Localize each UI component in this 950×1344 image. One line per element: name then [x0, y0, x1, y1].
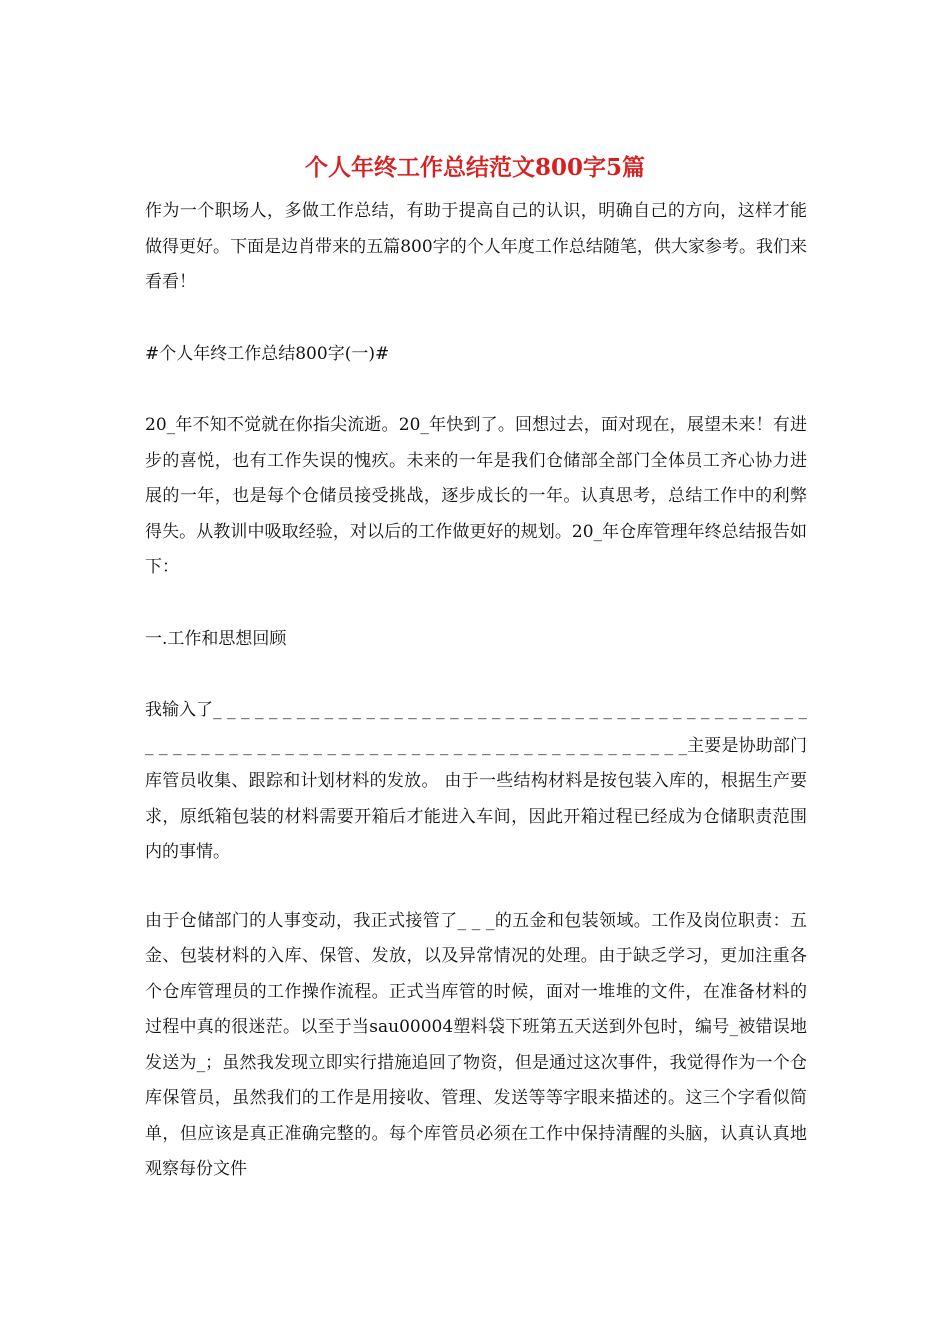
body-paragraph: 20_年不知不觉就在你指尖流逝。20_年快到了。回想过去，面对现在，展望未来！有进步的喜悦，也有工作失误的愧疚。未来的一年是我们仓储部全部门全体员工齐心协力进展的一年，也是每个仓储员接受挑战，逐步成长的一年。认真思考，总结工作中的利弊得失。从教训中吸取经验，对以后的工作做更好的规划。20_年仓库管理年终总结报告如下： — [145, 415, 807, 577]
document-title: 个人年终工作总结范文800字5篇 — [304, 154, 645, 181]
body-paragraph: 我输入了_ _ _ _ _ _ _ _ _ _ _ _ _ _ _ _ _ _ _ _ _ _ _ _ _ _ _ _ _ _ _ _ _ _ _ _ _ _ _ _ _ _ _ _ _ _ _ _ _ _ _ _ _ _ _ _ _ _ _ _ _ _ _ _ _ _ _ _ _ _ _ _ _ _ _ _ _ _ _ _ _ _主要是协助部门库管员收集、跟踪和计划材料的发放。 由于一些结构材料是按包装入库的，根据生产要求，原纸箱包装的材料需要开箱后才能进入车间，因此开箱过程已经成为仓储职责范围内的事情。 — [145, 700, 807, 862]
subheading-work-review: 一.工作和思想回顾 — [145, 628, 287, 649]
body-paragraph: 由于仓储部门的人事变动，我正式接管了_ _ _的五金和包装领域。工作及岗位职责：五金、包装材料的入库、保管、发放，以及异常情况的处理。由于缺乏学习，更加注重各个仓库管理员的工作操作流程。正式当库管的时候，面对一堆堆的文件，在准备材料的过程中真的很迷茫。以至于当sau00004塑料袋下班第五天送到外包时，编号_被错误地发送为_；虽然我发现立即实行措施追回了物资，但是通过这次事件，我觉得作为一个仓库保管员，虽然我们的工作是用接收、管理、发送等等字眼来描述的。这三个字看似简单，但应该是真正准确完整的。每个库管员必须在工作中保持清醒的头脑，认真认真地观察每份文件 — [145, 910, 807, 1179]
section-heading-one: #个人年终工作总结800字(一)# — [145, 343, 390, 364]
document-body — [145, 194, 807, 1188]
intro-paragraph: 作为一个职场人，多做工作总结，有助于提高自己的认识，明确自己的方向，这样才能做得更好。下面是边肖带来的五篇800字的个人年度工作总结随笔，供大家参考。我们来看看！ — [145, 201, 807, 292]
